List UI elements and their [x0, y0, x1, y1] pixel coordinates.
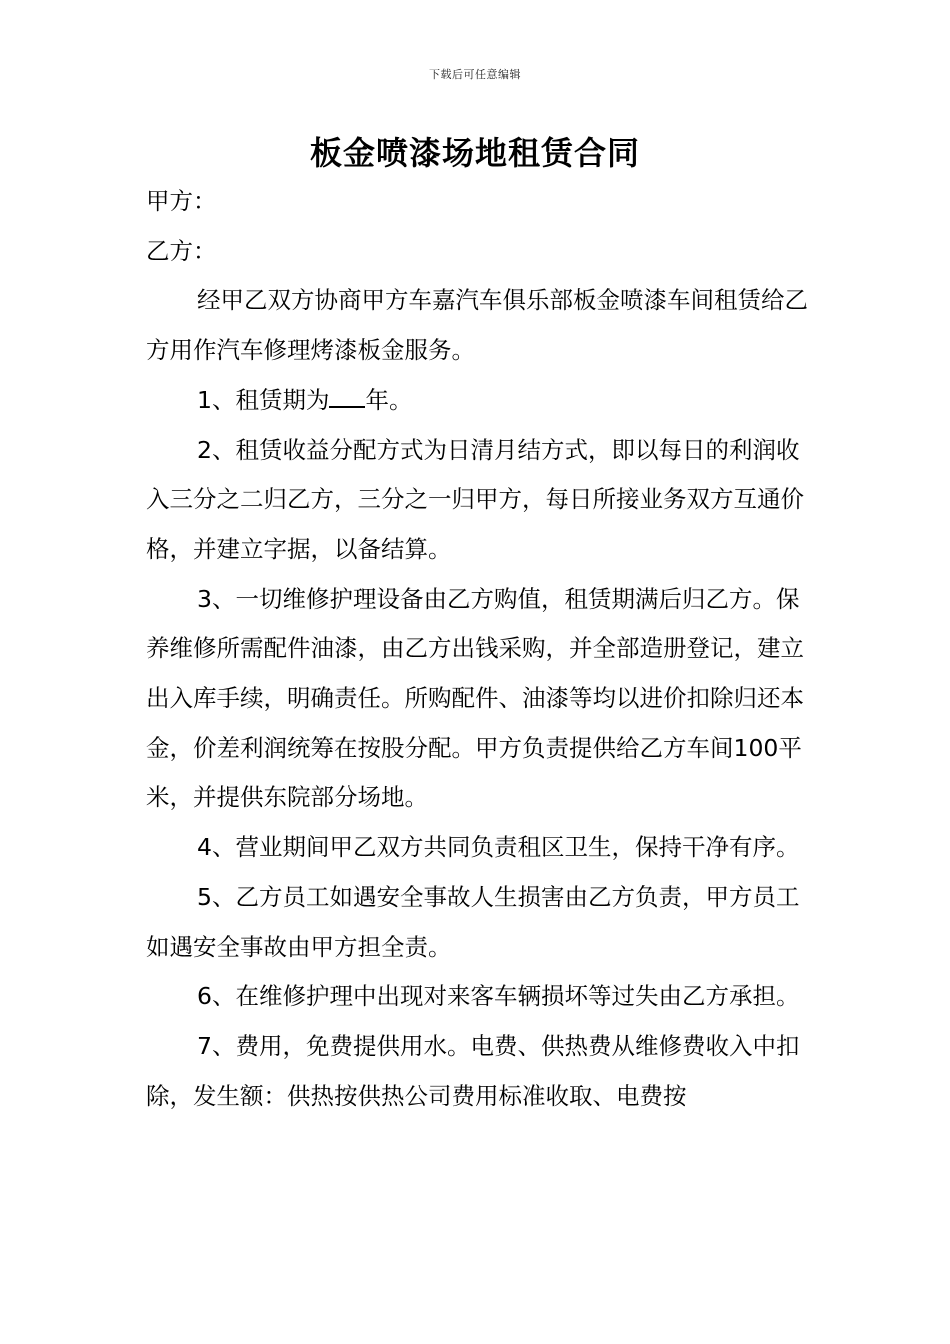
clause-4: 4、营业期间甲乙双方共同负责租区卫生，保持干净有序。	[197, 833, 800, 862]
party-b-label: 乙方：	[146, 236, 217, 265]
document-title: 板金喷漆场地租赁合同	[309, 134, 640, 172]
clause-7: 7、费用，免费提供用水。电费、供热费从维修费收入中扣除，发生额：供热按供热公司费用标准收取、电费按	[146, 1031, 800, 1110]
clause-2: 2、租赁收益分配方式为日清月结方式，即以每日的利润收入三分之二归乙方，三分之一归甲方，每日所接业务双方互通价格，并建立字据，以备结算。	[146, 435, 804, 563]
intro-paragraph: 经甲乙双方协商甲方车嘉汽车俱乐部板金喷漆车间租赁给乙方用作汽车修理烤漆板金服务。	[146, 286, 808, 365]
clause-5: 5、乙方员工如遇安全事故人生损害由乙方负责，甲方员工如遇安全事故由甲方担全责。	[146, 882, 800, 961]
document-body	[146, 177, 822, 1121]
party-a-label: 甲方：	[146, 187, 217, 215]
clause-1-text-before: 1、租赁期为	[197, 385, 330, 414]
header-note: 下载后可任意编辑	[429, 68, 521, 81]
clause-6: 6、在维修护理中出现对来客车辆损坏等过失由乙方承担。	[197, 982, 800, 1011]
clause-1-text-after: 年。	[365, 385, 413, 414]
lease-term-blank	[329, 406, 365, 408]
clause-1	[146, 376, 822, 426]
clause-3: 3、一切维修护理设备由乙方购值，租赁期满后归乙方。保养维修所需配件油漆，由乙方出钱采购，并全部造册登记，建立出入库手续，明确责任。所购配件、油漆等均以进价扣除归还本金，价差利润统筹在按股分配。甲方负责提供给乙方车间100平米，并提供东院部分场地。	[146, 584, 804, 812]
